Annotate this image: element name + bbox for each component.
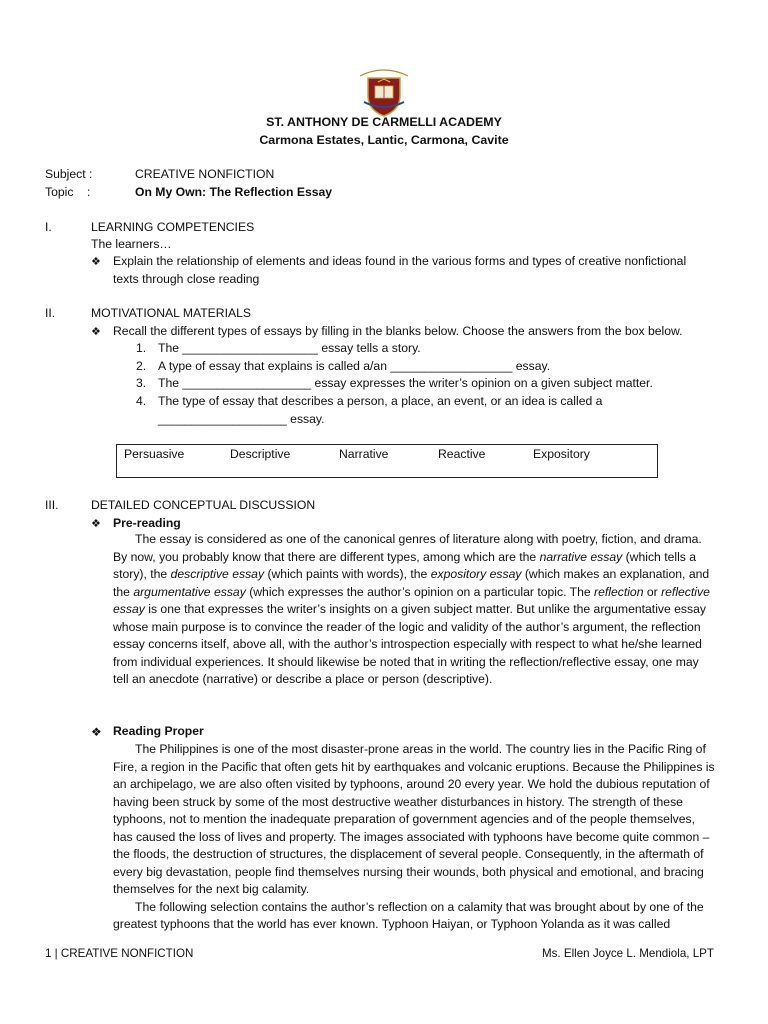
reading-paragraph-2: The following selection contains the author’s reflection on a calamity that was brought about by one of the greatest typhoons that the world has ever known. Typhoon Haiyan, or Typhoon Yolanda as it was called (113, 899, 704, 931)
footer-page-label: 1 | CREATIVE NONFICTION (45, 947, 194, 960)
topic-label: Topic : (45, 185, 91, 199)
list-item-number: 3. (136, 376, 147, 390)
list-item-number: 1. (136, 341, 147, 355)
section-1-heading: LEARNING COMPETENCIES (91, 220, 255, 234)
reading-paragraph-1: The Philippines is one of the most disaster-prone areas in the world. The country lies in the Pacific Ring of Fire, a region in the Pacific that often gets hit by earthquakes and volcanic eruptions. Because the Philippines is an archipelago, we are also often visited by typhoons, around 20 every year. We hold the dubious reputation of having been struck by some of the most destructive weather disturbances in history. The strength of these typhoons, not to mention the inadequate preparation of government agencies and of the people themselves, has caused the loss of lives and property. The images associated with typhoons have become quite common – the floods, the destruction of structures, the displacement of several people. Consequently, in the aftermath of every big devastation, people find themselves nursing their wounds, both physical and emotional, and bracing themselves for the next big calamity. (113, 742, 715, 896)
choice-expository: Expository (533, 447, 590, 461)
choice-reactive: Reactive (438, 447, 486, 461)
list-item: A type of essay that explains is called a/an __________________ essay. (158, 359, 551, 373)
list-item-continuation: ___________________ essay. (158, 412, 325, 426)
choice-narrative: Narrative (339, 447, 389, 461)
choice-persuasive: Persuasive (124, 447, 185, 461)
section-3-numeral: III. (45, 498, 59, 512)
list-item-number: 2. (136, 359, 147, 373)
bullet-icon: ❖ (91, 256, 101, 268)
list-item: The type of essay that describes a person, a place, an event, or an idea is called a (158, 394, 603, 408)
school-seal-logo (356, 62, 412, 118)
topic-value: On My Own: The Reflection Essay (135, 185, 333, 199)
school-address: Carmona Estates, Lantic, Carmona, Cavite (259, 133, 509, 147)
bullet-icon: ❖ (91, 725, 102, 739)
prereading-paragraph: The essay is considered as one of the canonical genres of literature along with poetry, fiction, and drama. By now, you probably know that there are different types, among which are the narrative essay (which tells a story), the descriptive essay (which paints with words), the expository essay (which makes an explanation, and the argumentative essay (which expresses the author’s opinion on a particular topic. The reflection or reflective essay is one that expresses the writer’s insights on a given subject matter. But unlike the argumentative essay whose main purpose is to convince the reader of the logic and validity of the author’s argument, the reflection essay concerns itself, above all, with the author’s introspection especially with respect to what he/she learned from individual experiences. It should likewise be noted that in writing the reflection/reflective essay, one may tell an anecdote (narrative) or describe a place or person (descriptive). (113, 532, 710, 686)
competency-text-line2: texts through close reading (113, 272, 260, 286)
prereading-title: Pre-reading (113, 516, 181, 530)
subject-value: CREATIVE NONFICTION (135, 167, 275, 181)
motivation-instruction: Recall the different types of essays by filling in the blanks below. Choose the answers from the box below. (113, 324, 683, 338)
choice-descriptive: Descriptive (230, 447, 291, 461)
section-1-intro: The learners… (91, 237, 172, 251)
section-2-numeral: II. (45, 306, 56, 320)
subject-label: Subject : (45, 167, 93, 181)
bullet-icon: ❖ (91, 326, 101, 338)
competency-text-line1: Explain the relationship of elements and ideas found in the various forms and types of creative nonfictional (113, 254, 687, 268)
reading-proper-title: Reading Proper (113, 724, 204, 738)
school-name: ST. ANTHONY DE CARMELLI ACADEMY (266, 115, 502, 129)
list-item: The ____________________ essay tells a story. (158, 341, 421, 355)
section-2-heading: MOTIVATIONAL MATERIALS (91, 306, 252, 320)
list-item-number: 4. (136, 394, 147, 408)
bullet-icon: ❖ (91, 518, 101, 530)
list-item: The ___________________ essay expresses the writer’s opinion on a given subject matter. (158, 376, 653, 390)
section-3-heading: DETAILED CONCEPTUAL DISCUSSION (91, 498, 316, 512)
answer-choices-box (116, 444, 658, 478)
section-1-numeral: I. (45, 220, 52, 234)
footer-author: Ms. Ellen Joyce L. Mendiola, LPT (541, 947, 714, 960)
reading-proper-paragraph (113, 741, 717, 934)
